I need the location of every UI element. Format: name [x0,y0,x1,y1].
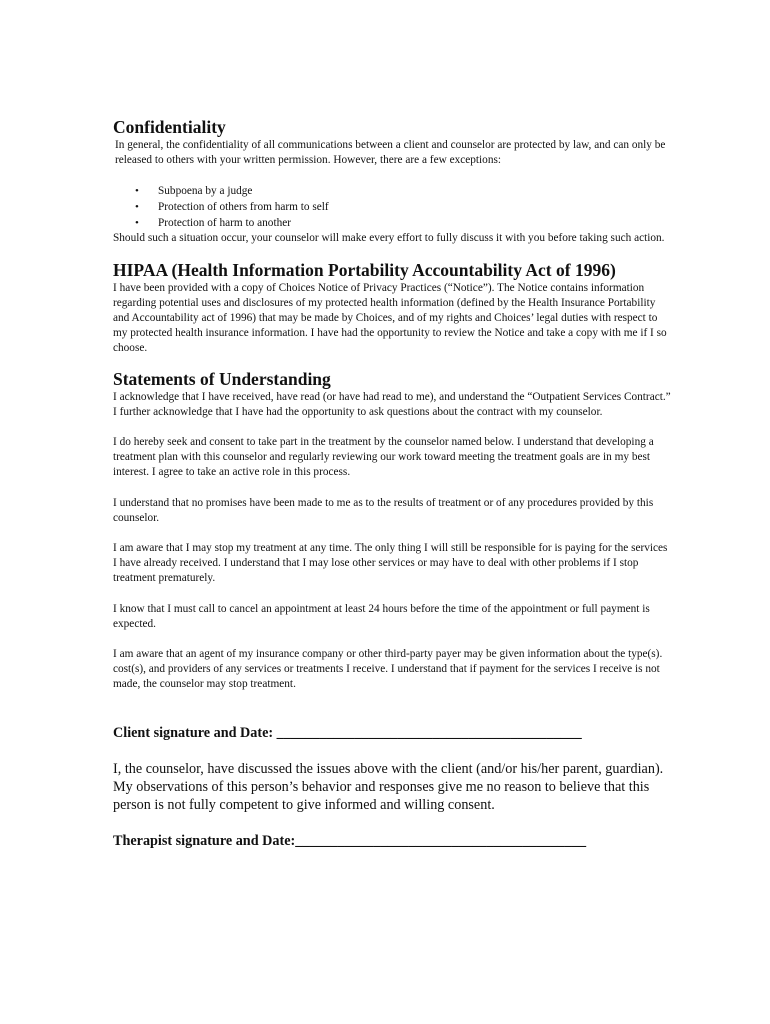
statement-paragraph: I do hereby seek and consent to take part in the treatment by the counselor named below. I understand that developing a treatment plan with this counselor and regularly reviewing our work toward meeting the treatment goals are in my best interest. I agree to take an active role in this process. [113,436,654,479]
statement-paragraph: I am aware that I may stop my treatment at any time. The only thing I will still be responsible for is paying for the services I have already received. I understand that I may lose other services or may have to deal with other problems if I stop treatment prematurely. [113,542,668,585]
statement-paragraph: I understand that no promises have been made to me as to the results of treatment or of any procedures provided by this counselor. [113,496,654,524]
exceptions-list [113,183,673,231]
statement-paragraph: I acknowledge that I have received, have read (or have had read to me), and understand the “Outpatient Services Contract.” I further acknowledge that I have had the opportunity to ask questions about the contract with my counselor. [113,390,671,418]
list-item: • Subpoena by a judge [113,183,673,199]
client-signature-line[interactable]: Client signature and Date: ___________________________________________ [113,724,582,741]
hipaa-heading: HIPAA (Health Information Portability Accountability Act of 1996) [113,259,616,280]
statement-paragraph: I am aware that an agent of my insurance company or other third-party payer may be given information about the type(s). cost(s), and providers of any services or treatments I receive. I understand that if payment for the services I receive is not made, the counselor may stop treatment. [113,648,663,691]
list-item: • Protection of others from harm to self [113,199,673,215]
statements-heading: Statements of Understanding [113,368,331,389]
therapist-signature-line[interactable]: Therapist signature and Date:_________________________________________ [113,832,587,849]
document-content [113,116,673,850]
counselor-statement: I, the counselor, have discussed the issues above with the client (and/or his/her parent, guardian). My observations of this person’s behavior and responses give me no reason to believe that this person is not fully competent to give informed and willing consent. [113,760,664,813]
confidentiality-heading: Confidentiality [113,117,226,137]
confidentiality-closing: Should such a situation occur, your counselor will make every effort to fully discuss it with you before taking such action. [113,232,665,245]
statement-paragraph: I know that I must call to cancel an appointment at least 24 hours before the time of the appointment or full payment is expected. [113,602,650,630]
confidentiality-intro: In general, the confidentiality of all communications between a client and counselor are protected by law, and can only be released to others with your written permission. However, there are a few exceptions: [115,139,666,167]
list-item: • Protection of harm to another [113,215,673,231]
hipaa-body: I have been provided with a copy of Choices Notice of Privacy Practices (“Notice”). The Notice contains information regarding potential uses and disclosures of my protected health information (defined by the Health Insurance Portability and Accountability act of 1996) that may be made by Choices, and of my rights and Choices’ legal duties with respect to my protected health insurance information. I have had the opportunity to review the Notice and take a copy with me if I so choose. [113,281,667,355]
